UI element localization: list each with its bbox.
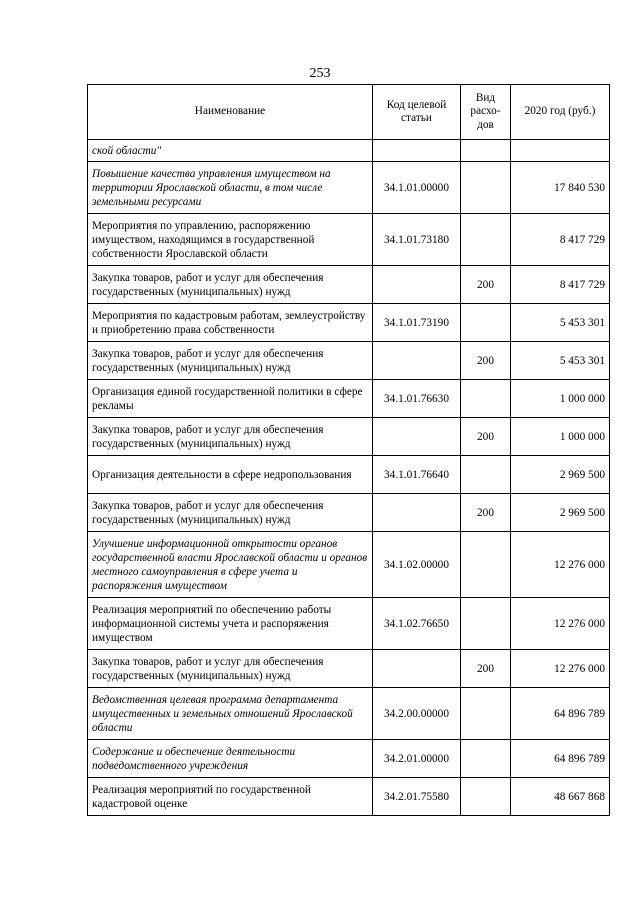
row-name-cell: Организация единой государственной политики в сфере рекламы	[88, 380, 373, 418]
table-row	[88, 598, 610, 650]
row-code-cell: 34.1.02.00000	[373, 532, 461, 598]
row-type-cell	[461, 140, 511, 162]
row-code-cell	[373, 418, 461, 456]
table-row	[88, 418, 610, 456]
row-type-cell: 200	[461, 266, 511, 304]
row-code-cell	[373, 494, 461, 532]
table-row	[88, 304, 610, 342]
row-sum-cell: 12 276 000	[511, 598, 610, 650]
row-type-cell	[461, 688, 511, 740]
row-type-cell: 200	[461, 494, 511, 532]
row-name-cell: Закупка товаров, работ и услуг для обеспечения государственных (муниципальных) нужд	[88, 342, 373, 380]
row-type-cell	[461, 304, 511, 342]
row-code-cell: 34.1.01.73190	[373, 304, 461, 342]
row-sum-cell: 5 453 301	[511, 342, 610, 380]
row-code-cell: 34.1.02.76650	[373, 598, 461, 650]
table-row	[88, 140, 610, 162]
row-name-cell: Мероприятия по кадастровым работам, землеустройству и приобретению права собственности	[88, 304, 373, 342]
table-row	[88, 456, 610, 494]
row-name-cell: Организация деятельности в сфере недропользования	[88, 456, 373, 494]
row-name-cell: Закупка товаров, работ и услуг для обеспечения государственных (муниципальных) нужд	[88, 418, 373, 456]
table-row	[88, 494, 610, 532]
row-name-cell: Реализация мероприятий по обеспечению работы информационной системы учета и распоряжения имуществом	[88, 598, 373, 650]
table-row	[88, 380, 610, 418]
table-row	[88, 342, 610, 380]
table-row	[88, 650, 610, 688]
budget-table	[87, 84, 610, 816]
row-type-cell	[461, 598, 511, 650]
row-sum-cell: 64 896 789	[511, 740, 610, 778]
row-name-cell: ской области"	[88, 140, 373, 162]
table-row	[88, 266, 610, 304]
row-code-cell: 34.1.01.00000	[373, 162, 461, 214]
page-number: 253	[309, 66, 331, 81]
table-row	[88, 162, 610, 214]
table-row	[88, 740, 610, 778]
row-code-cell: 34.1.01.73180	[373, 214, 461, 266]
row-sum-cell: 2 969 500	[511, 456, 610, 494]
row-code-cell: 34.2.01.75580	[373, 778, 461, 816]
row-code-cell	[373, 650, 461, 688]
row-name-cell: Закупка товаров, работ и услуг для обеспечения государственных (муниципальных) нужд	[88, 266, 373, 304]
row-sum-cell: 48 667 868	[511, 778, 610, 816]
header-code: Код целевой статьи	[373, 85, 461, 140]
row-sum-cell: 2 969 500	[511, 494, 610, 532]
row-type-cell	[461, 380, 511, 418]
table-header-row	[88, 85, 610, 140]
row-sum-cell: 5 453 301	[511, 304, 610, 342]
row-name-cell: Повышение качества управления имуществом на территории Ярославской области, в том числе земельными ресурсами	[88, 162, 373, 214]
header-name: Наименование	[88, 85, 373, 140]
row-sum-cell: 1 000 000	[511, 380, 610, 418]
header-sum: 2020 год (руб.)	[511, 85, 610, 140]
row-sum-cell: 8 417 729	[511, 266, 610, 304]
row-type-cell	[461, 214, 511, 266]
row-sum-cell: 64 896 789	[511, 688, 610, 740]
table-row	[88, 214, 610, 266]
header-type: Вид расхо-дов	[461, 85, 511, 140]
row-code-cell	[373, 266, 461, 304]
row-name-cell: Мероприятия по управлению, распоряжению имуществом, находящимся в государственной собственности Ярославской области	[88, 214, 373, 266]
table-row	[88, 778, 610, 816]
row-sum-cell	[511, 140, 610, 162]
table-row	[88, 688, 610, 740]
row-name-cell: Содержание и обеспечение деятельности подведомственного учреждения	[88, 740, 373, 778]
row-type-cell: 200	[461, 342, 511, 380]
row-sum-cell: 12 276 000	[511, 650, 610, 688]
row-sum-cell: 8 417 729	[511, 214, 610, 266]
row-type-cell: 200	[461, 418, 511, 456]
row-code-cell	[373, 342, 461, 380]
row-sum-cell: 1 000 000	[511, 418, 610, 456]
row-sum-cell: 12 276 000	[511, 532, 610, 598]
row-code-cell: 34.2.00.00000	[373, 688, 461, 740]
row-type-cell	[461, 456, 511, 494]
row-type-cell	[461, 532, 511, 598]
row-name-cell: Улучшение информационной открытости органов государственной власти Ярославской области и органов местного самоуправления в сфере учета и распоряжения имуществом	[88, 532, 373, 598]
row-code-cell: 34.1.01.76630	[373, 380, 461, 418]
row-name-cell: Закупка товаров, работ и услуг для обеспечения государственных (муниципальных) нужд	[88, 650, 373, 688]
row-sum-cell: 17 840 530	[511, 162, 610, 214]
table-body	[88, 140, 610, 816]
row-type-cell	[461, 740, 511, 778]
row-code-cell	[373, 140, 461, 162]
row-code-cell: 34.2.01.00000	[373, 740, 461, 778]
row-type-cell	[461, 162, 511, 214]
row-code-cell: 34.1.01.76640	[373, 456, 461, 494]
row-type-cell: 200	[461, 650, 511, 688]
row-type-cell	[461, 778, 511, 816]
row-name-cell: Реализация мероприятий по государственной кадастровой оценке	[88, 778, 373, 816]
row-name-cell: Ведомственная целевая программа департамента имущественных и земельных отношений Ярославской области	[88, 688, 373, 740]
table-row	[88, 532, 610, 598]
row-name-cell: Закупка товаров, работ и услуг для обеспечения государственных (муниципальных) нужд	[88, 494, 373, 532]
